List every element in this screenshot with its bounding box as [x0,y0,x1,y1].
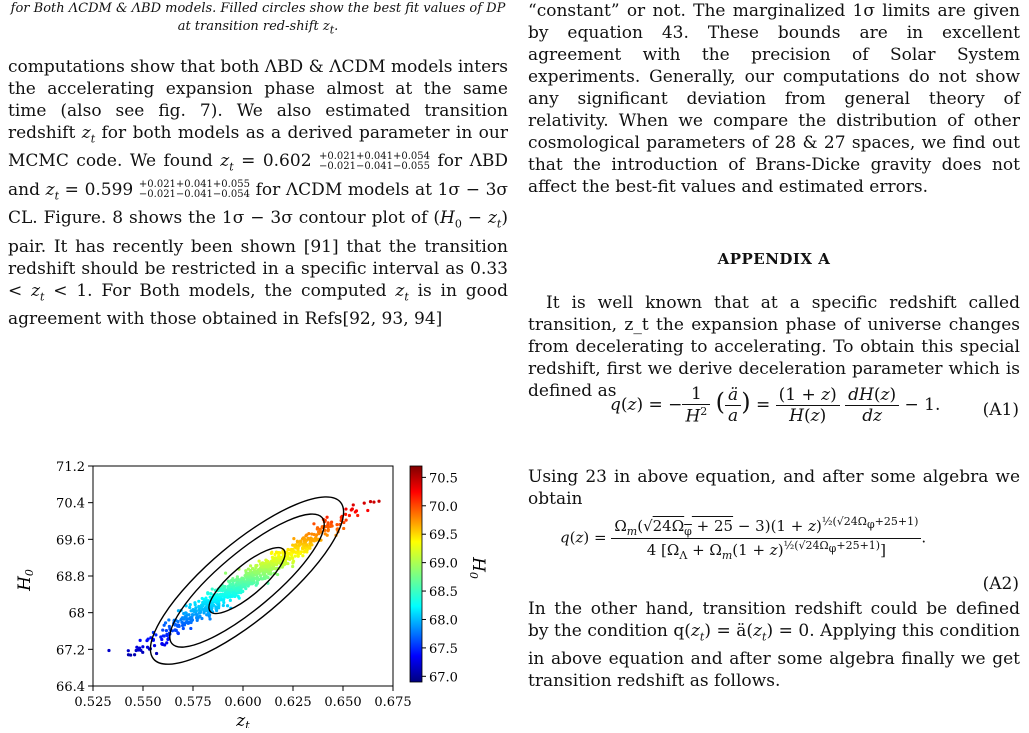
scatter-point [265,559,268,562]
scatter-point [306,537,309,540]
scatter-point [258,569,261,572]
scatter-point [141,651,144,654]
scatter-point [301,554,304,557]
scatter-point [308,547,311,550]
scatter-point [127,649,130,652]
scatter-point [231,583,234,586]
x-tick-label: 0.525 [74,695,112,710]
scatter-point [197,600,200,603]
scatter-point [160,642,163,645]
scatter-point [260,577,263,580]
scatter-point [153,644,156,647]
scatter-point [141,645,144,648]
scatter-point [209,592,212,595]
scatter-point [264,565,267,568]
scatter-point [202,603,205,606]
scatter-point [254,566,257,569]
scatter-point [303,549,306,552]
right-paragraph-3-text: Using 23 in above equation, and after some algebra we obtain [528,467,1020,509]
scatter-point [227,580,230,583]
scatter-point [296,540,299,543]
x-tick-label: 0.550 [124,695,162,710]
scatter-point [139,639,142,642]
scatter-point [292,560,295,563]
colorbar-tick-label: 69.5 [429,528,458,544]
scatter-point [178,625,181,628]
x-axis-label: zt [236,711,250,728]
scatter-point [176,631,179,634]
scatter-point [274,567,277,570]
scatter-point [238,597,241,600]
scatter-point [146,638,149,641]
scatter-point [262,572,265,575]
scatter-point [222,604,225,607]
scatter-point [310,543,313,546]
scatter-point [232,586,235,589]
scatter-point [138,647,141,650]
scatter-point [226,604,229,607]
scatter-point [179,618,182,621]
scatter-point [216,593,219,596]
scatter-point [168,625,171,628]
scatter-point [345,519,348,522]
y-tick-label: 67.2 [56,643,85,659]
scatter-point [326,534,329,537]
scatter-point [249,564,252,567]
scatter-point [174,629,177,632]
scatter-point [342,527,345,530]
scatter-point [297,546,300,549]
scatter-point [195,614,198,617]
scatter-point [233,592,236,595]
scatter-point [292,549,295,552]
scatter-point [305,543,308,546]
scatter-point [231,577,234,580]
scatter-point [298,543,301,546]
right-paragraph-1 [528,0,1020,198]
x-tick-label: 0.575 [174,695,212,710]
scatter-point [191,613,194,616]
scatter-point [330,520,333,523]
scatter-point [243,583,246,586]
scatter-point [269,573,272,576]
colorbar [410,466,422,682]
scatter-point [198,615,201,618]
scatter-point [227,585,230,588]
scatter-point [432,462,435,465]
scatter-point [199,610,202,613]
equation-a1-number: (A1) [982,400,1019,420]
left-paragraph [8,56,508,330]
scatter-point [325,516,328,519]
scatter-point [275,551,278,554]
scatter-point [317,530,320,533]
scatter-point [251,578,254,581]
scatter-point [206,592,209,595]
scatter-figure [8,458,508,728]
scatter-point [155,652,158,655]
scatter-point [182,627,185,630]
colorbar-tick-label: 70.0 [429,499,458,515]
scatter-point [245,571,248,574]
scatter-point [194,606,197,609]
scatter-point [223,587,226,590]
scatter-point [271,556,274,559]
scatter-point [348,514,351,517]
scatter-point [195,616,198,619]
scatter-point [279,556,282,559]
scatter-point [275,559,278,562]
scatter-point [154,633,157,636]
scatter-point [288,548,291,551]
scatter-point [307,532,310,535]
figure-caption: for Both ΛCDM & ΛBD models. Filled circles show the best fit values of DP at transition red-shift $z_t$. [10,1,506,37]
scatter-point [167,618,170,621]
scatter-point [163,624,166,627]
scatter-point [184,611,187,614]
right-paragraph-3 [528,466,1020,510]
scatter-point [252,574,255,577]
right-paragraph-1-text: “constant” or not. The marginalized 1σ limits are given by equation 43. These bounds are in excellent agreement with the precision of Solar System experiments. Generally, our computations do not show any significant deviation from general theory of relativity. When we compare the distribution of other cosmological parameters of 28 & 27 spaces, we find out that the introduction of Brans-Dicke gravity does not affect the best-fit values and estimated errors. [528,1,1020,197]
scatter-point [291,565,294,568]
scatter-point [266,576,269,579]
scatter-point [189,603,192,606]
scatter-point [355,509,358,512]
scatter-point [265,570,268,573]
scatter-point [107,649,110,652]
scatter-point [135,646,138,649]
scatter-point [211,587,214,590]
scatter-point [184,616,187,619]
scatter-point [293,545,296,548]
scatter-point [283,563,286,566]
scatter-point [270,552,273,555]
scatter-point [36,700,39,703]
scatter-point [133,653,136,656]
plot-frame [93,466,393,686]
colorbar-tick-label: 69.0 [429,556,458,572]
scatter-point [201,597,204,600]
scatter-point [319,528,322,531]
scatter-point [214,598,217,601]
scatter-point [253,571,256,574]
scatter-point [229,588,232,591]
right-paragraph-4 [528,598,1020,692]
y-tick-label: 70.4 [56,496,85,512]
colorbar-tick-label: 70.5 [429,471,458,487]
scatter-point [227,592,230,595]
scatter-point [249,569,252,572]
scatter-point [217,597,220,600]
scatter-point [161,628,164,631]
scatter-point [327,529,330,532]
equation-a2-number: (A2) [982,574,1019,594]
scatter-point [288,558,291,561]
scatter-point [395,483,398,486]
appendix-heading: APPENDIX A [717,250,831,268]
y-axis-label: H0 [15,569,36,591]
scatter-point [363,502,366,505]
scatter-point [331,524,334,527]
scatter-point [351,507,354,510]
colorbar-label: H0 [467,557,488,579]
scatter-point [187,613,190,616]
y-tick-label: 68.8 [56,570,85,585]
scatter-point [377,500,380,503]
scatter-point [241,590,244,593]
scatter-point [312,522,315,525]
scatter-point [299,552,302,555]
scatter-point [229,599,232,602]
equation-a2: q(z) = $\frac{\Omega_m(√24\Omega_\varphi + 25 - 3)(1 + z)^{\frac{1}{2}(√24\Omega_\varphi+25+1)}}{4 [\Omega_\Lambda + \Omega_m(1 + z)^{\frac{1}{2}(√24\Omega_\varphi+25+1)}]}$ . [560,515,927,562]
scatter-point [236,575,239,578]
scatter-point [261,562,264,565]
scatter-point [256,577,259,580]
scatter-point [208,617,211,620]
scatter-point [160,638,163,641]
y-tick-label: 71.2 [56,460,85,475]
scatter-point [214,606,217,609]
scatter-point [299,539,302,542]
scatter-point [181,624,184,627]
x-tick-label: 0.600 [224,695,262,710]
scatter-point [366,509,369,512]
scatter-point [165,629,168,632]
colorbar-tick-label: 67.5 [429,641,458,657]
scatter-point [243,574,246,577]
scatter-point [352,503,355,506]
x-tick-label: 0.650 [324,695,362,710]
scatter-point [297,555,300,558]
colorbar-tick-label: 68.5 [429,585,458,601]
scatter-point [294,555,297,558]
right-paragraph-2-text: It is well known that at a specific redshift called transition, z_t the expansion phase of universe changes from decelerating to accelerating. To obtain this special redshift, first we derive deceleration parameter which is defined as [528,293,1020,401]
scatter-point [356,514,359,517]
scatter-point [277,553,280,556]
y-tick-label: 69.6 [56,533,85,549]
scatter-point [311,538,314,541]
scatter-point [197,605,200,608]
scatter-point [235,581,238,584]
scatter-point [187,622,190,625]
scatter-point [224,572,227,575]
scatter-point [303,538,306,541]
left-paragraph-text: computations show that both ΛBD & ΛCDM models inters the accelerating expansion phase almost at the same time (also see fig. 7). We also estimated transition redshift $z_t$ for both models as a derived parameter in our MCMC code. We found $z_t = 0.602$ +0.021+0.041+0.054 −0.021−0.041−0.055 for ΛBD and $z_t = 0.599$ +0.021+0.041+0.055 −0.021−0.041−0.054 for ΛCDM models at 1σ − 3σ CL. Figure. 8 shows the 1σ − 3σ contour plot of $(H_0 - z_t)$ pair. It has recently been shown [91] that the transition redshift should be restricted in a specific interval as $0.33 < z_t < 1$. For Both models, the computed $z_t$ is in good agreement with those obtained in Refs[92, 93, 94] [8,57,509,329]
scatter-point [202,611,205,614]
y-tick-label: 68 [68,606,85,622]
scatter-point [243,578,246,581]
scatter-point [292,537,295,540]
x-tick-label: 0.675 [374,695,412,710]
scatter-point [344,507,347,510]
colorbar-tick-label: 67.0 [429,670,458,686]
colorbar-tick-label: 68.0 [429,613,458,629]
y-tick-label: 66.4 [56,680,85,695]
scatter-point [127,653,130,656]
scatter-point [194,603,197,606]
scatter-point [258,559,261,562]
scatter-point [188,606,191,609]
scatter-point [251,582,254,585]
scatter-point [193,610,196,613]
scatter-point [369,500,372,503]
right-paragraph-4-text: In the other hand, transition redshift could be defined by the condition $q(z_t)$ = $ä(z_t) = 0$. Applying this condition in above equation and after some algebra finally we get transition redshift as follows. [528,599,1021,692]
scatter-point [276,573,279,576]
scatter-point [310,532,313,535]
scatter-point [189,627,192,630]
scatter-point [163,634,166,637]
scatter-point [268,564,271,567]
equation-a1: q(z) = − $\frac{1}{H^2}$ ( $\frac{ä}{a}$ ) = $\frac{(1 + z)}{H(z)}$ $\frac{dH(z)}{dz}$ − 1. [610,384,941,427]
scatter-point [236,587,239,590]
scatter-point [335,523,338,526]
scatter-point [372,500,375,503]
x-tick-label: 0.625 [274,695,312,710]
scatter-point [246,581,249,584]
scatter-point [135,649,138,652]
scatter-point [208,615,211,618]
scatter-point [221,594,224,597]
scatter-point [301,546,304,549]
scatter-point [286,555,289,558]
scatter-point [190,619,193,622]
scatter-point [288,552,291,555]
scatter-point [203,608,206,611]
scatter-point [316,526,319,529]
